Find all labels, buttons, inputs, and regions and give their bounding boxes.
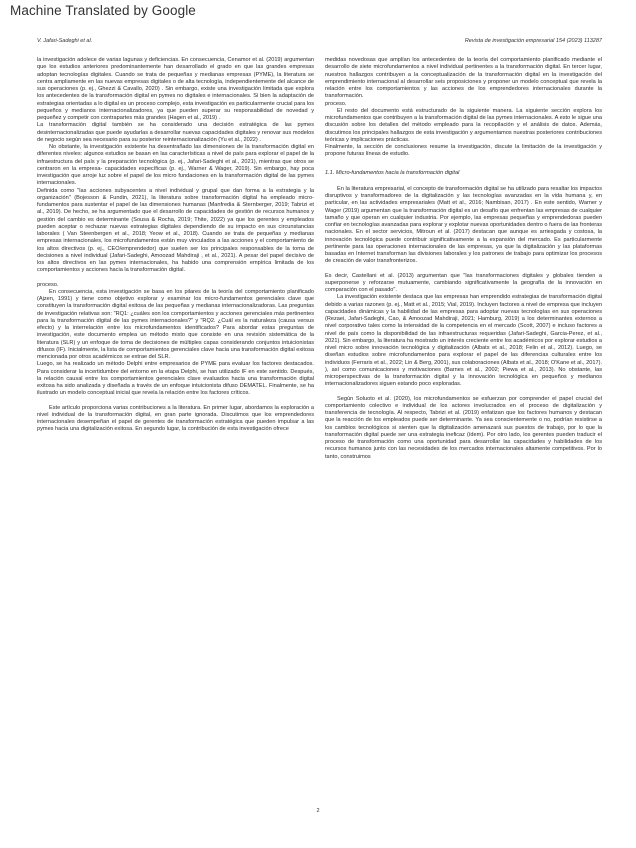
right-column (325, 57, 602, 461)
paragraph: Luego, se ha realizado un método Delphi entre empresarios de PYME para evaluar los factores destacados. Para considerar la incertidumbre del entorno en la etapa Delphi, se han utilizado IF en este sentido. Después, la relación causal entre los comportamientos gerenciales clave evaluados hacia una transformación digital exitosa ha sido analizada y diseñada a través de un enfoque intuicionista difuso DEMATEL. Finalmente, se ha ilustrado un modelo conceptual inicial que revela la relación entre los factores críticos. (37, 361, 314, 397)
left-column (37, 57, 314, 434)
paragraph: Este artículo proporciona varias contribuciones a la literatura. En primer lugar, abordamos la exploración a nivel individual de la transformación digital, en gran parte ignorada. Discutimos que los emprendedores internacionales desempeñan el papel de gerentes de transformación estratégica que pueden impulsar a las pymes hacia una digitalización exitosa. En segundo lugar, la contribución de esta investigación ofrece (37, 404, 314, 433)
section-heading: 1.1. Micro-fundamentos hacia la transformación digital (325, 169, 460, 176)
paragraph: medidas novedosas que amplían los antecedentes de la teoría del comportamiento planificado mediante el desarrollo de siete microfundamentos a nivel individual pertinentes a la transformación digital. En tercer lugar, nuestros hallazgos contribuyen a la conceptualización de la transformación digital en la investigación del emprendimiento internacional al desarrollar seis proposiciones y proponer un modelo conceptual que revela la relación entre los comportamientos y las acciones de los emprendedores internacionales durante la transformación. (325, 57, 602, 100)
paragraph: No obstante, la investigación existente ha desentrañado las dimensiones de la transformación digital en diferentes niveles: algunos estudios se basan en las características a nivel de país para explorar el papel de la infraestructura del país y la preparación tecnológica (p. ej., Jafari-Sadeghi et al., 2021), mientras que otros se centraron en la empresa- capacidades específicas (p. ej., Warner & Wager, 2019). Sin embargo, hay poca investigación que arroje luz sobre el papel de los micro fundaciones en la transformación digital de las pymes internacionales. (37, 144, 314, 187)
page-number: 2 (316, 808, 320, 814)
machine-translation-banner: Machine Translated by Google (10, 3, 196, 18)
running-header-authors: V. Jafari-Sadeghi et al. (37, 38, 93, 44)
paragraph: El resto del documento está estructurado de la siguiente manera. La siguiente sección explora los microfundamentos que contribuyen a la transformación digital de las pymes internacionales. A esto le sigue una discusión sobre los detalles del método empleado para la recopilación y el análisis de datos. Además, discutimos los principales hallazgos de esta investigación y argumentamos nuestras posteriores contribuciones teóricas y implicaciones prácticas. (325, 107, 602, 143)
paragraph: La transformación digital también se ha considerado una decisión estratégica de las pymes desinternacionalizadas que puede ayudarlas a desarrollar nuevas capacidades digitales y renovar sus modelos de negocio según sea necesario para su posterior reinternacionalización (Yu et al., 2022) . (37, 122, 314, 143)
paragraph: Es decir, Castellani et al. (2013) argumentan que "las transformaciones digitales y globales tienden a superponerse y reforzarse mutuamente, cambiando significativamente la geografía de la innovación en comparación con el pasado". (325, 272, 602, 293)
paragraph: Definida como "las acciones subyacentes a nivel individual y grupal que dan forma a la estrategia y la organización" (Bojesson & Fundin, 2021), la literatura sobre transformación digital ha empleado micro-fundamentos para sustentar el papel de las dimensiones humanas (Manfredia & Sternberger, 2019; Tabrizi et al., 2019). De hecho, se ha argumentado que el desarrollo de capacidades de gestión de recursos humanos y gestión del cambio es determinante (Sousa & Rocha, 2019; Thite, 2022) ya que los gerentes y empleados pueden aceptar o rechazar nuevas estrategias digitales dependiendo de su impacto en sus circunstancias laborales ( Van Steenbergen et al., 2018; Yeow et al., 2018). Cuando se trata de pequeñas y medianas empresas internacionales, los microfundamentos están muy vinculados a las acciones y el comportamiento de los altos directivos (p. ej., CEO/emprendedor) que suelen ser los principales responsables de la toma de decisiones a nivel individual (Jafari-Sadeghi, Amoozad Mahdiraji , et al., 2021). A pesar del papel decisivo de los altos directivos en las pymes internacionales, ha habido una comprensión empírica limitada de los comportamientos y acciones hacia la transformación digital. (37, 187, 314, 274)
running-header-journal: Revista de investigación empresarial 154 (2023) 113287 (464, 38, 602, 44)
paragraph: Finalmente, la sección de conclusiones resume la investigación, discute la limitación de la investigación y propone futuras líneas de estudio. (325, 144, 602, 158)
paragraph: En la literatura empresarial, el concepto de transformación digital se ha utilizado para resaltar los impactos disruptivos y transformadores de la digitalización y las tecnologías avanzadas en la vida humana y, en particular, en las actividades empresariales (Matt et al., 2016; Nambisan, 2017) . En este sentido, Warner y Wager (2019) argumentan que la transformación digital es un desafío que enfrentan las empresas de cualquier tamaño y que operan en cualquier industria. Por ejemplo, las empresas pequeñas y emprendedoras pueden confiar en tecnologías avanzadas para explorar y explotar nuevas oportunidades dentro o fuera de las fronteras nacionales. En el sector servicios, Mitroun et al. (2017) destacan que aunque es arriesgada y costosa, la innovación tecnológica puede contribuir significativamente a la expansión del mercado. Es particularmente pertinente para las operaciones internacionales de las empresas, ya que la digitalización y las plataformas basadas en Internet transforman las divisiones laborales y los patrones de trabajo para optimizar los procesos de creación de valor transfronterizos. (325, 185, 602, 265)
paragraph: En consecuencia, esta investigación se basa en los pilares de la teoría del comportamiento planificado (Ajzen, 1991) y tiene como objetivo explorar y examinar los micro-fundamentos gerenciales clave que constituyen la transformación digital exitosa de las pequeñas y medianas internacionalizadoras. Las preguntas de investigación relativas son: "RQ1: ¿cuáles son los comportamientos y acciones gerenciales más pertinentes para la transformación digital de las pymes internacionales?" y "RQ2. ¿Cuál es la naturaleza (causa versus efecto) y la interrelación entre los microfundamentos identificados? Para abordar estas preguntas de investigación, este documento emplea un método mixto que consiste en una revisión sistemática de la literatura (SLR) y un enfoque de toma de decisiones de múltiples capas considerando conjuntos intuicionistas difusos (IF). Inicialmente, la lista de comportamientos gerenciales clave hacia una transformación digital exitosa mencionada por otros académicos se extrae del SLR. (37, 288, 314, 360)
paragraph: proceso. (325, 100, 347, 107)
paragraph: Según Soluoto et al. (2020), los microfundamentos se esfuerzan por comprender el papel crucial del comportamiento colectivo e individual de los actores involucrados en el proceso de digitalización y transferencia de tecnología. Al respecto, Tabrizi et al. (2019) enfatizan que los factores humanos y destacan que la reacción de los empleados puede ser determinante. Ya sea conscientemente o no, podrían resistirse a los cambios tecnológicos si sienten que la digitalización amenazará sus puestos de trabajo, por lo que la transformación digital puede ser una estrategia ineficaz (ídem). Por otro lado, los gerentes pueden traducir el proceso de transformación como una oportunidad para desarrollar las capacidades y habilidades de los recursos humanos junto con las necesidades de los mercados internacionales altamente competitivos. Por lo tanto, construimos (325, 395, 602, 460)
paragraph: proceso. (37, 281, 59, 288)
paragraph: La investigación existente destaca que las empresas han emprendido estrategias de transformación digital debido a varias razones (p. ej., Matt et al., 2015; Vial, 2019). Incluyen factores a nivel de empresa que incluyen capacidades dinámicas y la habilidad de las empresas para adoptar nuevas tecnologías en sus operaciones (Rezaei, Jafari-Sadeghi, Cao, & Amoozad Mahdiraji, 2021; Hamburg, 2019) a los determinantes externos a nivel corporativo tales como la intensidad de la competencia en el mercado (Scott, 2007) e incluso factores a nivel de país como la disponibilidad de las infraestructuras requeridas (Jafari-Sadeghi, Garcia-Perez, et al., 2021). Sin embargo, la literatura ha mostrado un interés creciente entre los académicos por explorar estudios a nivel micro sobre innovación tecnológica y digitalización (Albats et al., 2018; Felin et al., 2012). Luego, se diseñan estudios sobre microfundamentos para explorar el papel de las diferencias culturales entre los individuos (Ferraris et al., 2022; Lin & Berg, 2001), sus colaboraciones (Albats et al., 2018; O'Kane et al., 2017). ), así como comunicaciones y motivaciones (Barnes et al., 2002; Piewa et al., 2013). No obstante, las microperspectivas de la transformación digital y la innovación tecnológica en pequeños y medianos internacionalizadores siguen estando poco exploradas. (325, 294, 602, 388)
paragraph: la investigación adolece de varias lagunas y deficiencias. En consecuencia, Cenamor et al. (2019) argumentan que los estudios anteriores predominantemente han desarrollado el grado en que las grandes empresas adoptan tecnologías digitales. Cuando se trata de pequeñas y medianas empresas (PYME), la literatura se centra ampliamente en las nuevas empresas digitales o de alta tecnología, independientemente del alcance de sus operaciones (p. ej., Ghezzi & Cavallo, 2020) . Sin embargo, existe una investigación limitada que explora los antecedentes de la transformación digital en pymes no digitales e internacionales. Si bien la adaptación de estrategias orientadas a lo digital es un proceso complejo, esta investigación es particularmente crucial para los pequeños y medianos internacionalizadores, ya que pueden superar su responsabilidad de novedad y pequeñez y competir con contrapartes más grandes (Hagen et al., 2019) . (37, 57, 314, 121)
